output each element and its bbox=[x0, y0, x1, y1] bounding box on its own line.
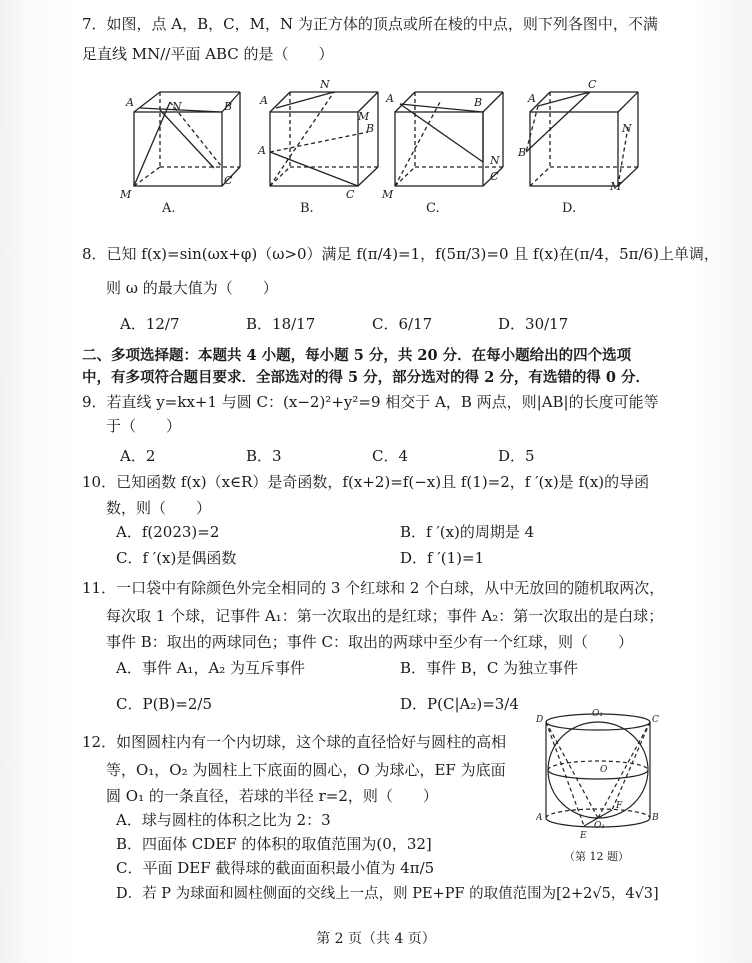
q7-cube-figures bbox=[110, 72, 650, 222]
q11-stem-line1: 11．一口袋中有除颜色外完全相同的 3 个红球和 2 个白球，从中无放回的随机取两次， bbox=[82, 579, 665, 597]
cube-figure-d bbox=[526, 92, 638, 186]
svg-text:B: B bbox=[474, 96, 483, 109]
q12-point-o1-bottom: O₁ bbox=[594, 821, 605, 831]
svg-text:N: N bbox=[320, 78, 330, 91]
svg-text:N: N bbox=[172, 100, 182, 113]
q11-option-c: C．P(B)=2/5 bbox=[116, 695, 213, 713]
q9-option-a: A．2 bbox=[120, 447, 156, 465]
q10-option-c: C．f ′(x)是偶函数 bbox=[116, 549, 237, 567]
q11-option-d: D．P(C|A₂)=3/4 bbox=[400, 695, 519, 713]
page-footer: 第 2 页（共 4 页） bbox=[316, 931, 436, 947]
svg-text:A: A bbox=[260, 94, 268, 107]
svg-text:B: B bbox=[224, 100, 233, 113]
svg-text:B: B bbox=[518, 146, 527, 159]
q12-figure-caption: （第 12 题） bbox=[564, 850, 629, 863]
svg-text:A: A bbox=[386, 92, 394, 105]
q11-stem-line2: 每次取 1 个球，记事件 A₁：第一次取出的是红球；事件 A₂：第一次取出的是白球； bbox=[106, 607, 664, 625]
q9-stem-line2: 于（ ） bbox=[106, 417, 182, 435]
q9-stem-line1: 9．若直线 y=kx+1 与圆 C：(x−2)²+y²=9 相交于 A，B 两点，则|AB|的长度可能等 bbox=[82, 393, 659, 411]
section2-heading-line2: 中，有多项符合题目要求．全部选对的得 5 分，部分选对的得 2 分，有选错的得 0 分． bbox=[82, 369, 651, 386]
svg-text:A: A bbox=[126, 96, 134, 109]
svg-text:M: M bbox=[358, 110, 370, 123]
section2-heading-line1: 二、多项选择题：本题共 4 小题，每小题 5 分，共 20 分．在每小题给出的四个选项 bbox=[82, 347, 632, 364]
svg-text:N: N bbox=[490, 154, 500, 167]
svg-text:B: B bbox=[366, 122, 375, 135]
q12-point-o1-top: O₁ bbox=[592, 709, 603, 719]
q8-option-c: C．6/17 bbox=[372, 315, 433, 333]
svg-text:M: M bbox=[610, 180, 622, 193]
q12-point-a: A bbox=[536, 813, 543, 823]
q12-point-b: B bbox=[652, 813, 659, 823]
svg-text:A: A bbox=[258, 144, 266, 157]
svg-text:C: C bbox=[346, 188, 355, 201]
cube-figure-b bbox=[270, 92, 378, 186]
q12-point-e: E bbox=[580, 831, 587, 841]
q12-stem-line1: 12．如图圆柱内有一个内切球，这个球的直径恰好与圆柱的高相 bbox=[82, 733, 507, 751]
q8-option-d: D．30/17 bbox=[498, 315, 569, 333]
svg-text:C: C bbox=[490, 170, 499, 183]
q7-stem-line2: 足直线 MN//平面 ABC 的是（ ） bbox=[82, 45, 334, 63]
q12-point-o: O bbox=[600, 765, 608, 775]
q11-option-a: A．事件 A₁，A₂ 为互斥事件 bbox=[116, 659, 306, 677]
q11-option-b: B．事件 B，C 为独立事件 bbox=[400, 659, 579, 677]
q12-cylinder-figure bbox=[536, 708, 660, 868]
q7-fig-label-b: B. bbox=[300, 201, 314, 216]
q12-stem-line3: 圆 O₁ 的一条直径，若球的半径 r=2，则（ ） bbox=[106, 787, 438, 805]
svg-text:C: C bbox=[224, 174, 233, 187]
q7-stem-line1: 7．如图，点 A，B，C，M，N 为正方体的顶点或所在棱的中点，则下列各图中，不满 bbox=[82, 15, 658, 33]
q8-option-a: A．12/7 bbox=[120, 315, 180, 333]
q10-option-a: A．f(2023)=2 bbox=[116, 523, 220, 541]
q10-stem-line2: 数，则（ ） bbox=[106, 499, 212, 517]
cube-figure-c bbox=[395, 92, 503, 186]
svg-text:M: M bbox=[120, 188, 132, 201]
svg-text:A: A bbox=[528, 92, 536, 105]
svg-text:M: M bbox=[382, 188, 394, 201]
q10-stem-line1: 10．已知函数 f(x)（x∈R）是奇函数，f(x+2)=f(−x)且 f(1)=2，f ′(x)是 f(x)的导函 bbox=[82, 473, 650, 491]
q11-stem-line3: 事件 B：取出的两球同色；事件 C：取出的两球中至少有一个红球，则（ ） bbox=[106, 633, 634, 651]
q12-stem-line2: 等，O₁，O₂ 为圆柱上下底面的圆心，O 为球心，EF 为底面 bbox=[106, 761, 506, 779]
q10-option-d: D．f ′(1)=1 bbox=[400, 549, 485, 567]
q9-option-b: B．3 bbox=[246, 447, 282, 465]
q12-option-b: B．四面体 CDEF 的体积的取值范围为(0，32] bbox=[116, 835, 432, 853]
q8-stem-line1: 8．已知 f(x)=sin(ωx+φ)（ω>0）满足 f(π/4)=1，f(5π/3)=0 且 f(x)在(π/4，5π/6)上单调， bbox=[82, 245, 719, 263]
q12-point-c: C bbox=[652, 715, 659, 725]
q8-option-b: B．18/17 bbox=[246, 315, 316, 333]
svg-text:N: N bbox=[622, 122, 632, 135]
q12-point-f: F bbox=[616, 801, 623, 811]
svg-text:C: C bbox=[588, 78, 597, 91]
q12-option-c: C．平面 DEF 截得球的截面面积最小值为 4π/5 bbox=[116, 859, 435, 877]
q9-option-c: C．4 bbox=[372, 447, 409, 465]
q9-option-d: D．5 bbox=[498, 447, 535, 465]
q8-stem-line2: 则 ω 的最大值为（ ） bbox=[106, 279, 278, 297]
q12-point-d: D bbox=[536, 715, 544, 725]
q7-fig-label-d: D. bbox=[562, 201, 577, 216]
q10-option-b: B．f ′(x)的周期是 4 bbox=[400, 523, 535, 541]
q7-fig-label-a: A. bbox=[162, 201, 176, 216]
q7-fig-label-c: C. bbox=[426, 201, 440, 216]
q12-option-a: A．球与圆柱的体积之比为 2：3 bbox=[116, 811, 331, 829]
q12-option-d: D．若 P 为球面和圆柱侧面的交线上一点，则 PE+PF 的取值范围为[2+2√5，4√3] bbox=[116, 886, 659, 902]
